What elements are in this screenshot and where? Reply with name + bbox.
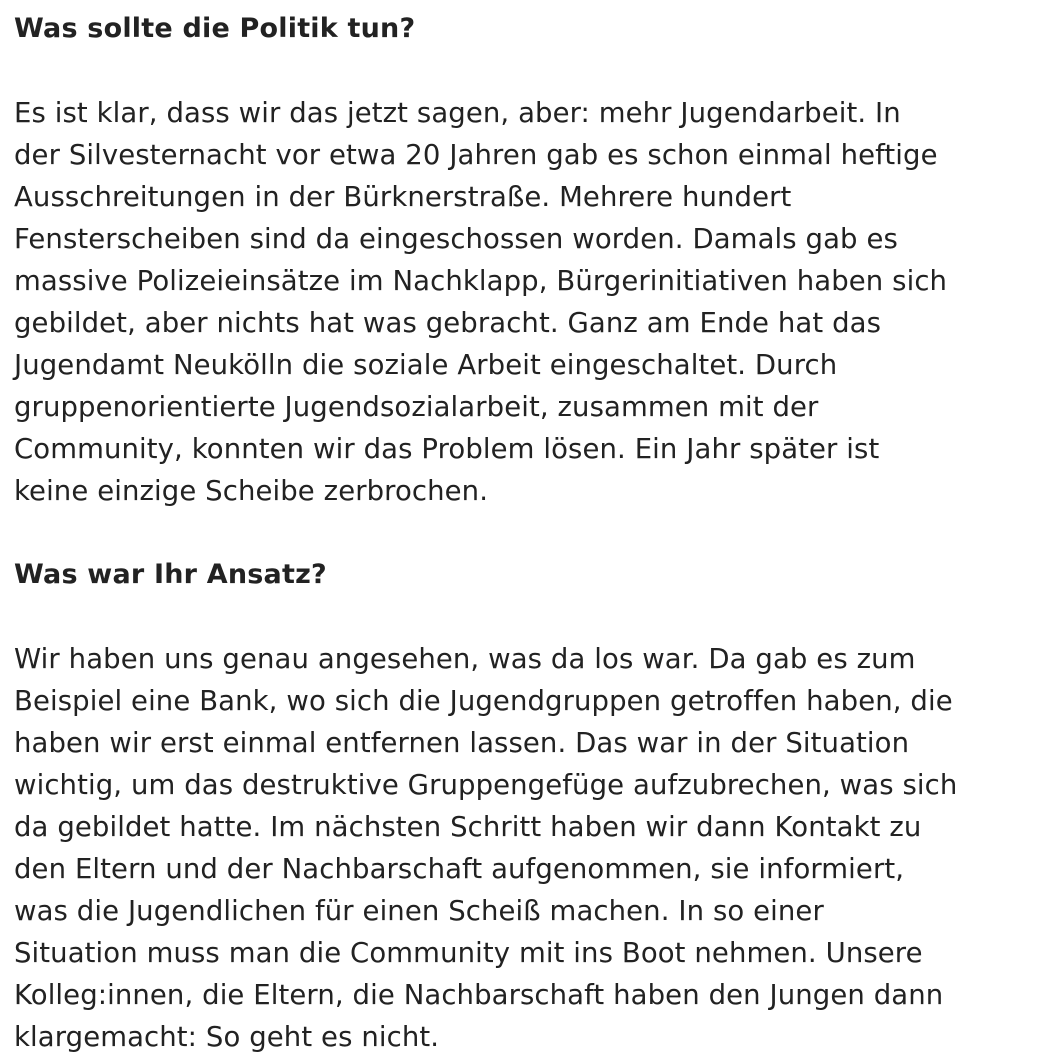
paragraph-line: Ausschreitungen in der Bürknerstraße. Mehrere hundert bbox=[14, 181, 792, 213]
paragraph-line: gebildet, aber nichts hat was gebracht. Ganz am Ende hat das bbox=[14, 307, 882, 339]
paragraph-line: der Silvesternacht vor etwa 20 Jahren gab es schon einmal heftige bbox=[14, 139, 938, 171]
paragraph-line: massive Polizeieinsätze im Nachklapp, Bürgerinitiativen haben sich bbox=[14, 265, 948, 297]
paragraph-line: Es ist klar, dass wir das jetzt sagen, aber: mehr Jugendarbeit. In bbox=[14, 97, 901, 129]
paragraph-line: wichtig, um das destruktive Gruppengefüge aufzubrechen, was sich bbox=[14, 769, 958, 801]
question-heading: Was war Ihr Ansatz? bbox=[14, 559, 327, 590]
paragraph-line: Fensterscheiben sind da eingeschossen worden. Damals gab es bbox=[14, 223, 898, 255]
paragraph-line: keine einzige Scheibe zerbrochen. bbox=[14, 475, 489, 507]
paragraph-line: Community, konnten wir das Problem lösen. Ein Jahr später ist bbox=[14, 433, 880, 465]
paragraph-line: da gebildet hatte. Im nächsten Schritt haben wir dann Kontakt zu bbox=[14, 811, 922, 843]
question-heading: Was sollte die Politik tun? bbox=[14, 13, 416, 44]
paragraph-line: Kolleg:innen, die Eltern, die Nachbarschaft haben den Jungen dann bbox=[14, 979, 944, 1011]
answer-paragraph bbox=[14, 92, 1036, 512]
paragraph-line: den Eltern und der Nachbarschaft aufgenommen, sie informiert, bbox=[14, 853, 905, 885]
paragraph-line: gruppenorientierte Jugendsozialarbeit, zusammen mit der bbox=[14, 391, 819, 423]
paragraph-line: Wir haben uns genau angesehen, was da los war. Da gab es zum bbox=[14, 643, 916, 675]
paragraph-line: klargemacht: So geht es nicht. bbox=[14, 1021, 440, 1053]
paragraph-line: haben wir erst einmal entfernen lassen. Das war in der Situation bbox=[14, 727, 910, 759]
paragraph-line: Beispiel eine Bank, wo sich die Jugendgruppen getroffen haben, die bbox=[14, 685, 953, 717]
paragraph-line: was die Jugendlichen für einen Scheiß machen. In so einer bbox=[14, 895, 824, 927]
answer-paragraph bbox=[14, 638, 1036, 1058]
paragraph-line: Situation muss man die Community mit ins Boot nehmen. Unsere bbox=[14, 937, 923, 969]
paragraph-line: Jugendamt Neukölln die soziale Arbeit eingeschaltet. Durch bbox=[14, 349, 838, 381]
